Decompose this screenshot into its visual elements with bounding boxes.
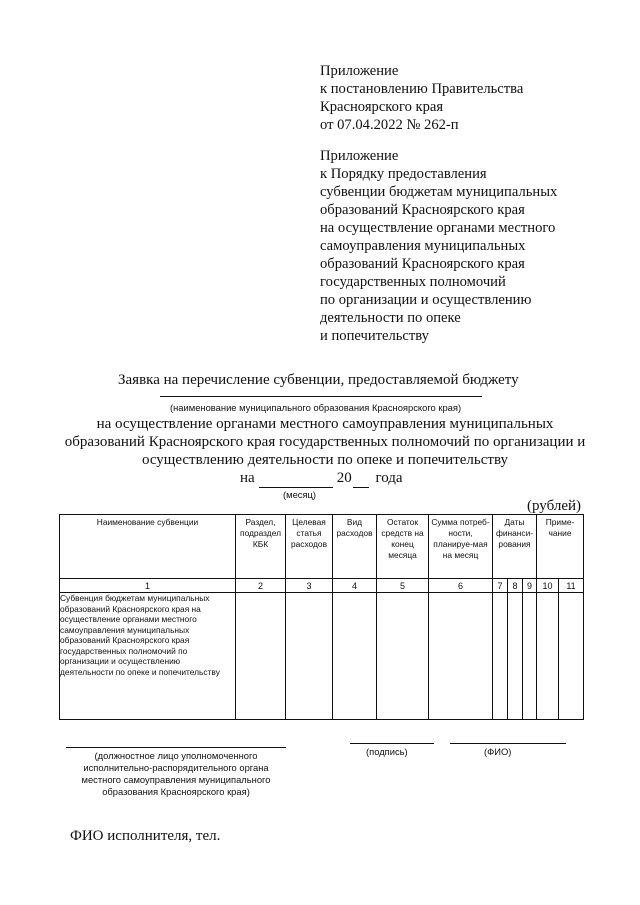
request-subtitle: на осуществление органами местного самоуправления муниципальных образований Красноярского края государственных полномочий по организации и осуществлению деятельности по опеке и попечительству: [64, 416, 586, 468]
appendix-line: к Порядку предоставления: [320, 166, 487, 182]
header-name: Наименование субвенции: [60, 515, 236, 579]
appendix-line: государственных полномочий: [320, 274, 506, 290]
appendix-line: Красноярского края: [320, 99, 444, 115]
header-amount: Сумма потреб-ности, планируе-мая на месяц: [429, 515, 493, 579]
appendix-government-block: [320, 62, 523, 134]
header-section: Раздел, подраздел КБК: [236, 515, 286, 579]
column-number: 9: [523, 579, 537, 593]
header-notes: Приме-чание: [537, 515, 584, 579]
table-cell: [429, 593, 493, 720]
column-number: 10: [537, 579, 559, 593]
year-blank: [353, 470, 369, 488]
row-label: Субвенция бюджетам муниципальных образований Красноярского края на осуществление органами местного самоуправления муниципальных образований Красноярского края государственных полномочий по организации и осуществлению деятельности по опеке и попечительству: [60, 593, 236, 720]
official-signature-line: [66, 747, 286, 748]
appendix-line: по организации и осуществлению: [320, 292, 532, 308]
table-cell: [377, 593, 429, 720]
table-cell: [286, 593, 333, 720]
month-blank: [259, 470, 333, 488]
appendix-line: самоуправления муниципальных: [320, 238, 526, 254]
table-cell: [537, 593, 559, 720]
column-number: 11: [559, 579, 584, 593]
table-cell: [523, 593, 537, 720]
year-prefix: 20: [336, 470, 352, 486]
header-dates: Даты финанси-рования: [493, 515, 537, 579]
year-suffix: года: [375, 470, 403, 486]
appendix-line: деятельности по опеке: [320, 310, 461, 326]
table-cell: [508, 593, 523, 720]
appendix-line: на осуществление органами местного: [320, 220, 556, 236]
on-prefix: на: [240, 470, 255, 486]
appendix-line: субвенции бюджетам муниципальных: [320, 184, 558, 200]
appendix-line: образований Красноярского края: [320, 202, 525, 218]
header-type: Вид расходов: [333, 515, 377, 579]
appendix-line: к постановлению Правительства: [320, 81, 524, 97]
table-row: [60, 593, 584, 720]
table-cell: [236, 593, 286, 720]
month-caption: (месяц): [283, 489, 317, 500]
appendix-line: и попечительству: [320, 328, 429, 344]
municipality-fill-line: [160, 396, 482, 397]
table-cell: [493, 593, 508, 720]
units-label: (рублей): [527, 498, 582, 514]
municipality-caption: (наименование муниципального образования Красноярского края): [170, 402, 462, 413]
appendix-procedure-block: [320, 147, 557, 345]
column-number: 1: [60, 579, 236, 593]
subvention-table: [59, 514, 584, 720]
column-number: 6: [429, 579, 493, 593]
column-number: 4: [333, 579, 377, 593]
appendix-line: Приложение: [320, 148, 399, 164]
signature-caption: (подпись): [366, 746, 408, 757]
official-caption: (должностное лицо уполномоченного исполнительно-распорядительного органа местного самоуправления муниципального образования Красноярского края): [81, 750, 271, 797]
column-number: 2: [236, 579, 286, 593]
column-number: 3: [286, 579, 333, 593]
header-balance: Остаток средств на конец месяца: [377, 515, 429, 579]
table-cell: [333, 593, 377, 720]
request-title: Заявка на перечисление субвенции, предоставляемой бюджету: [118, 372, 519, 388]
column-number: 8: [508, 579, 523, 593]
appendix-line: Приложение: [320, 63, 399, 79]
table-cell: [559, 593, 584, 720]
signature-line: [350, 743, 434, 744]
period-row: [240, 470, 403, 488]
executor-label: ФИО исполнителя, тел.: [70, 828, 221, 844]
fio-line: [450, 743, 566, 744]
header-item: Целевая статья расходов: [286, 515, 333, 579]
column-number: 5: [377, 579, 429, 593]
appendix-line: от 07.04.2022 № 262-п: [320, 117, 459, 133]
column-number: 7: [493, 579, 508, 593]
fio-caption: (ФИО): [484, 746, 512, 757]
appendix-line: образований Красноярского края: [320, 256, 525, 272]
